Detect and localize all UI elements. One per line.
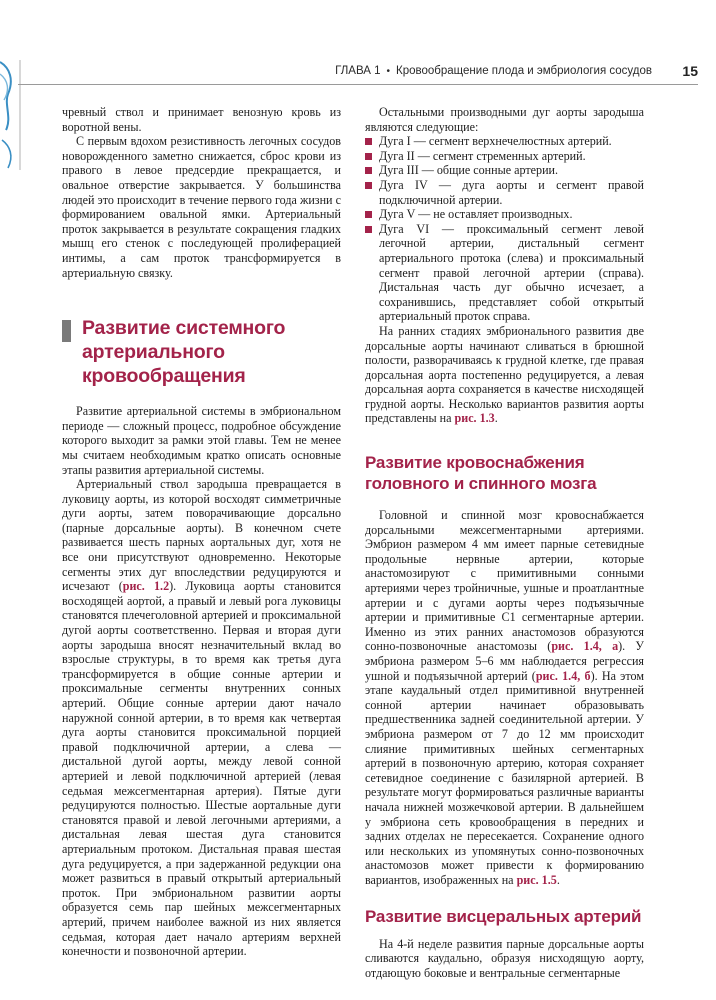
heading-marker-bar bbox=[62, 320, 71, 342]
paragraph bbox=[62, 477, 341, 959]
figure-reference[interactable]: рис. 1.3 bbox=[454, 411, 495, 426]
bullet-square-icon bbox=[365, 153, 372, 160]
bullet-square-icon bbox=[365, 211, 372, 218]
paragraph-text: Головной и спинной мозг кровоснабжается дорсальными межсегментарными артериями. Эмбрион размером 4 мм имеет парные сетевидные продольные нервные артерии, которые анастомозируют с примитивными сонными артериями через тройничные, ушные и проатлантные артерии и с дугами аорты через подъязычные артерии и примитивные C1 сегментарные артерии. Именно из этих ранних анастомозов образуются сонно-позвоночные анастомозы ( bbox=[365, 508, 644, 654]
chapter-label: ГЛАВА 1 bbox=[335, 65, 381, 77]
figure-reference[interactable]: рис. 1.2 bbox=[122, 579, 170, 594]
paragraph: С первым вдохом резистивность легочных сосудов новорожденного заметно снижается, сброс крови из правого в левое предсердие прекращается, и овальное отверстие закрывается. У большинства людей это происходит в течение первого года жизни с формированием овальной ямки. Артериальный проток закрывается в результате сокращения гладких мышц его стенок с последующей пролиферацией интимы, а сам проток трансформируется в артериальную связку. bbox=[62, 134, 341, 280]
list-item: Дуга III — общие сонные артерии. bbox=[365, 163, 644, 178]
paragraph-text: . bbox=[556, 872, 560, 887]
list-item: Дуга I — сегмент верхнечелюстных артерий. bbox=[365, 134, 644, 149]
list-item: Дуга IV — дуга аорты и сегмент правой подключичной артерии. bbox=[365, 178, 644, 207]
paragraph-text: ). У эмбриона размером 5–6 мм наблюдается регрессия ушной и подъязычной артерий ( bbox=[365, 639, 644, 683]
section-heading: Развитие кровоснабжения головного и спинного мозга bbox=[365, 453, 597, 494]
bullet-square-icon bbox=[365, 226, 372, 233]
figure-reference[interactable]: рис. 1.4, а bbox=[551, 639, 619, 654]
paragraph bbox=[365, 508, 644, 887]
page-number: 15 bbox=[682, 63, 698, 79]
paragraph-text: ). Луковица аорты становится восходящей аортой, а правый и левый рога луковицы становятся плечеголовной артерией и проксимальной дугой аорты соответственно. Первая и вторая дуги аорты зародыша вносят незначительный вклад во взрослые структуры, в то время как третья дуга трансформируется в общие сонные артерии и проксимальные сегменты внутренних сонных артерий. Общие сонные артерии дают начало наружной сонной артерии, в то время как четвертая дуга аорты становится проксимальной порцией правой подключичной артерии, а слева — дистальной дугой аорты, между левой сонной артерией и левой подключичной артерией (левая седьмая межсегментарная артерия). Пятые дуги редуцируются полностью. Шестые аортальные дуги становятся правой и левой легочными артериями, а дистальная левая шестая дуга становится артериальным протоком. Дистальная правая шестая дуга редуцируется, а при задержанной редукции она может развиться в правый открытый артериальный проток. При эмбриональном развитии аорты образуется семь пар шейных межсегментарных артерий, причем наиболее важной из них является седьмая, которая дает начало артериям верхней конечности и позвоночной артерии. bbox=[62, 579, 341, 959]
paragraph: Остальными производными дуг аорты зародыша являются следующие: bbox=[365, 105, 644, 134]
list-item: Дуга V — не оставляет производных. bbox=[365, 207, 644, 222]
chapter-title: Кровообращение плода и эмбриология сосудов bbox=[396, 65, 652, 77]
header-separator: • bbox=[386, 66, 391, 77]
aortic-arch-list bbox=[365, 134, 644, 324]
bullet-square-icon bbox=[365, 182, 372, 189]
paragraph: На 4-й неделе развития парные дорсальные аорты сливаются каудально, образуя нисходящую аорту, отдающую боковые и вентральные сегментарные bbox=[365, 936, 644, 980]
paragraph: Развитие артериальной системы в эмбриональном периоде — сложный процесс, подробное обсуждение которого выходит за рамки этой главы. Тем не менее мы считаем необходимым кратко описать основные этапы развития артериальной системы. bbox=[62, 404, 341, 477]
list-item: Дуга II — сегмент стременных артерий. bbox=[365, 149, 644, 164]
paragraph-text: . bbox=[494, 411, 498, 426]
paragraph-text: Артериальный ствол зародыша превращается в луковицу аорты, из которой восходят симметричные дуги аорты, затем поворачивающие дорсально (парные дорсальные аорты). В конечном счете развивается шесть парных аортальных дуг, хотя не все они присутствуют одновременно. Некоторые сегменты этих дуг впоследствии редуцируются и исчезают ( bbox=[62, 477, 341, 594]
paragraph-text: На ранних стадиях эмбрионального развития две дорсальные аорты начинают сливаться в брюшной полости, разворачиваясь к грудной клетке, где правая дорсальная аорта постепенно редуцируется, а левая дорсальная аорта сохраняется в качестве нисходящей грудной аорты. Несколько вариантов развития аорты представлены на bbox=[365, 323, 644, 426]
running-header bbox=[18, 60, 698, 85]
paragraph: чревный ствол и принимает венозную кровь из воротной вены. bbox=[62, 105, 341, 134]
left-column bbox=[62, 105, 341, 959]
bullet-square-icon bbox=[365, 167, 372, 174]
section-heading bbox=[62, 316, 341, 388]
list-item: Дуга VI — проксимальный сегмент левой легочной артерии, дистальный сегмент артериального протока (слева) и проксимальный сегмент правой легочной артерии (справа). Дистальная часть дуг обычно исчезает, а сохранившись, представляет собой открытый артериальный проток справа. bbox=[365, 222, 644, 324]
section-heading: Развитие висцеральных артерий bbox=[365, 906, 642, 926]
figure-reference[interactable]: рис. 1.5 bbox=[516, 872, 557, 887]
section-heading-text: Развитие системного артериального кровообращения bbox=[82, 317, 286, 388]
paragraph-text: ). На этом этапе каудальный отдел примитивной внутренней сонной артерии начинает образовывать предшественника задней соединительной артерии. У эмбриона размером от 7 до 12 мм происходит слияние примитивных шейных сегментарных артерий в позвоночную артерию, которая сохраняет сетевидное соединение с базилярной артерией. В результате могут формироваться различные варианты начала нижней мозжечковой артерии. В дальнейшем у эмбриона сеть кровообращения в передних и задних отделах не пересекается. Сохранение одного или нескольких из упомянутых сонно-позвоночных анастомозов может привести к формированию вариантов, изображенных на bbox=[365, 668, 644, 887]
chapter-info bbox=[335, 65, 652, 77]
bullet-square-icon bbox=[365, 138, 372, 145]
figure-reference[interactable]: рис. 1.4, б bbox=[535, 668, 591, 683]
right-column bbox=[365, 105, 644, 980]
paragraph bbox=[365, 324, 644, 426]
